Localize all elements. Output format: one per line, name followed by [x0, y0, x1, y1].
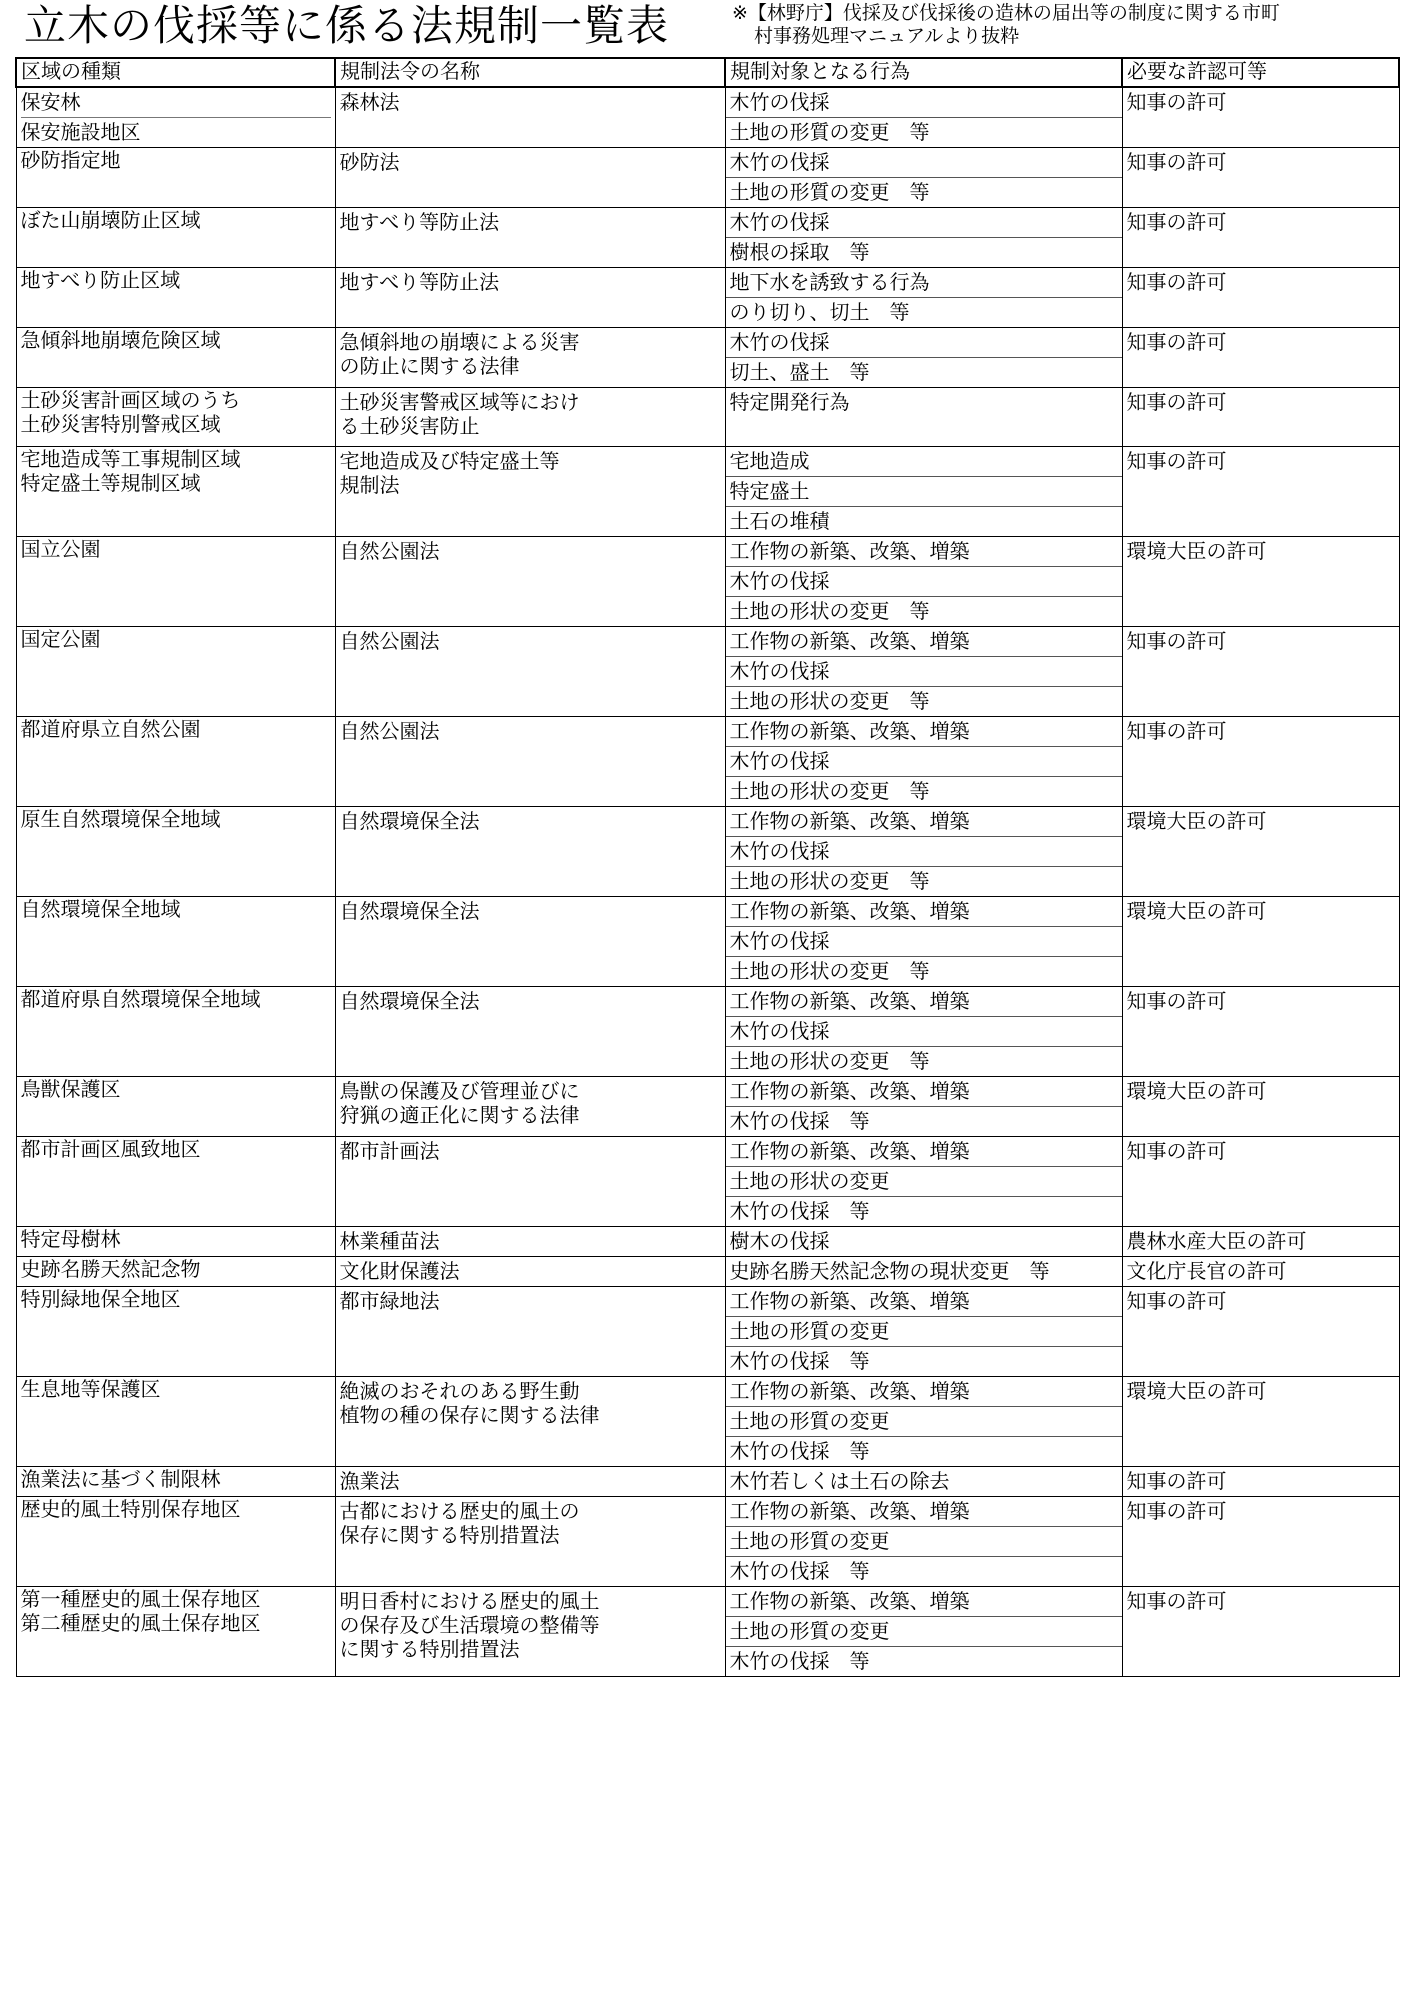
- area-name: 原生自然環境保全地域: [20, 807, 221, 831]
- regulated-act: 地下水を誘致する行為: [726, 268, 1122, 298]
- permit-cell: 知事の許可: [1122, 987, 1399, 1077]
- regulated-act: 木竹の伐採 等: [729, 1649, 870, 1673]
- area-name: 漁業法に基づく制限林: [20, 1467, 221, 1491]
- area-cell: [16, 1467, 335, 1497]
- law-name: 自然環境保全法: [339, 989, 480, 1013]
- law-name: 地すべり等防止法: [339, 270, 500, 294]
- acts-cell: [725, 987, 1122, 1077]
- law-name: 都市緑地法: [339, 1289, 440, 1313]
- acts-cell: [725, 268, 1122, 328]
- source-note-line2: 村事務処理マニュアルより抜粋: [754, 25, 1020, 47]
- area-name: 急傾斜地崩壊危険区域: [20, 328, 221, 352]
- area-name: 第一種歴史的風土保存地区: [20, 1587, 261, 1611]
- table-row: [16, 1377, 1399, 1467]
- regulated-act: 土地の形状の変更 等: [729, 1049, 930, 1073]
- table-row: [16, 87, 1399, 148]
- area-name: 保安施設地区: [20, 120, 141, 144]
- acts-cell: [725, 537, 1122, 627]
- area-name: 特別緑地保全地区: [20, 1287, 181, 1311]
- regulated-act: 土地の形状の変更 等: [729, 869, 930, 893]
- acts-cell: [725, 388, 1122, 447]
- area-cell: [16, 1587, 335, 1677]
- area-cell: [16, 1077, 335, 1137]
- table-row: [16, 1137, 1399, 1227]
- regulated-act: 土地の形質の変更: [726, 1527, 1122, 1557]
- regulated-act: 宅地造成: [726, 447, 1122, 477]
- law-name: 保存に関する特別措置法: [339, 1523, 560, 1547]
- area-cell: [16, 1227, 335, 1257]
- table-row: [16, 1467, 1399, 1497]
- acts-cell: [725, 627, 1122, 717]
- area-cell: [16, 87, 335, 148]
- area-cell: [16, 447, 335, 537]
- area-name: 第二種歴史的風土保存地区: [20, 1611, 261, 1635]
- table-row: [16, 1077, 1399, 1137]
- area-cell: [16, 1257, 335, 1287]
- regulated-act: 工作物の新築、改築、増築: [726, 897, 1122, 927]
- regulated-act: 木竹の伐採 等: [729, 1439, 870, 1463]
- table-row: [16, 148, 1399, 208]
- table-header-row: [16, 58, 1399, 87]
- acts-cell: [725, 447, 1122, 537]
- regulated-act: 樹木の伐採: [729, 1229, 830, 1253]
- area-name: 生息地等保護区: [20, 1377, 161, 1401]
- acts-cell: [725, 1137, 1122, 1227]
- area-cell: [16, 388, 335, 447]
- law-name: 宅地造成及び特定盛土等: [339, 449, 560, 473]
- acts-cell: [725, 1467, 1122, 1497]
- source-note-line1: ※【林野庁】伐採及び伐採後の造林の届出等の制度に関する市町: [732, 2, 1280, 24]
- area-name: 都道府県立自然公園: [20, 717, 201, 741]
- law-name: 林業種苗法: [339, 1229, 440, 1253]
- area-cell: [16, 328, 335, 388]
- permit-cell: 知事の許可: [1122, 1497, 1399, 1587]
- regulated-act: 工作物の新築、改築、増築: [726, 717, 1122, 747]
- permit-cell: 環境大臣の許可: [1122, 807, 1399, 897]
- law-name: る土砂災害防止: [339, 414, 480, 438]
- regulated-act: 土地の形質の変更: [726, 1407, 1122, 1437]
- permit-cell: 環境大臣の許可: [1122, 897, 1399, 987]
- law-cell: [335, 1287, 725, 1377]
- table-row: [16, 717, 1399, 807]
- regulated-act: 土地の形状の変更 等: [729, 599, 930, 623]
- law-name: 地すべり等防止法: [339, 210, 500, 234]
- regulated-act: 木竹の伐採: [726, 837, 1122, 867]
- permit-cell: 知事の許可: [1122, 208, 1399, 268]
- acts-cell: [725, 1377, 1122, 1467]
- law-name: 土砂災害警戒区域等におけ: [339, 390, 580, 414]
- law-name: 漁業法: [339, 1469, 400, 1493]
- regulation-table: [15, 57, 1400, 1677]
- regulated-act: 土地の形質の変更 等: [729, 120, 930, 144]
- regulated-act: 木竹の伐採: [726, 927, 1122, 957]
- permit-cell: 知事の許可: [1122, 328, 1399, 388]
- regulated-act: 工作物の新築、改築、増築: [726, 537, 1122, 567]
- law-name: 植物の種の保存に関する法律: [339, 1403, 600, 1427]
- law-name: 古都における歴史的風土の: [339, 1499, 580, 1523]
- area-name: 都道府県自然環境保全地域: [20, 987, 261, 1011]
- area-name: 保安林: [21, 88, 331, 118]
- acts-cell: [725, 1227, 1122, 1257]
- area-name: 鳥獣保護区: [20, 1077, 121, 1101]
- permit-cell: 知事の許可: [1122, 717, 1399, 807]
- regulated-act: 特定盛土: [726, 477, 1122, 507]
- table-row: [16, 897, 1399, 987]
- area-cell: [16, 268, 335, 328]
- law-name: 絶滅のおそれのある野生動: [339, 1379, 580, 1403]
- area-name: 砂防指定地: [20, 148, 121, 172]
- permit-cell: 知事の許可: [1122, 627, 1399, 717]
- law-cell: [335, 1377, 725, 1467]
- acts-cell: [725, 87, 1122, 148]
- law-cell: [335, 328, 725, 388]
- table-row: [16, 1287, 1399, 1377]
- law-cell: [335, 1077, 725, 1137]
- acts-cell: [725, 1287, 1122, 1377]
- table-row: [16, 1587, 1399, 1677]
- area-cell: [16, 717, 335, 807]
- acts-cell: [725, 1497, 1122, 1587]
- area-cell: [16, 1497, 335, 1587]
- law-name: 自然環境保全法: [339, 809, 480, 833]
- regulated-act: 木竹の伐採: [726, 328, 1122, 358]
- acts-cell: [725, 897, 1122, 987]
- law-name: の保存及び生活環境の整備等: [339, 1613, 600, 1637]
- regulated-act: 土地の形質の変更: [726, 1617, 1122, 1647]
- law-name: 自然公園法: [339, 629, 440, 653]
- table-row: [16, 1257, 1399, 1287]
- permit-cell: 環境大臣の許可: [1122, 1377, 1399, 1467]
- area-name: 国定公園: [20, 627, 101, 651]
- law-name: 急傾斜地の崩壊による災害: [339, 330, 580, 354]
- acts-cell: [725, 1257, 1122, 1287]
- regulated-act: 木竹の伐採: [726, 657, 1122, 687]
- law-name: 自然公園法: [339, 719, 440, 743]
- area-name: 自然環境保全地域: [20, 897, 181, 921]
- area-cell: [16, 537, 335, 627]
- area-cell: [16, 807, 335, 897]
- permit-cell: 環境大臣の許可: [1122, 537, 1399, 627]
- area-cell: [16, 1287, 335, 1377]
- law-cell: [335, 897, 725, 987]
- law-cell: [335, 268, 725, 328]
- law-cell: [335, 87, 725, 148]
- acts-cell: [725, 208, 1122, 268]
- law-cell: [335, 1227, 725, 1257]
- law-cell: [335, 1497, 725, 1587]
- law-name: の防止に関する法律: [339, 354, 520, 378]
- acts-cell: [725, 1077, 1122, 1137]
- area-name: 特定盛土等規制区域: [20, 471, 201, 495]
- regulated-act: 土地の形質の変更 等: [729, 180, 930, 204]
- regulated-act: 工作物の新築、改築、増築: [726, 627, 1122, 657]
- area-name: 宅地造成等工事規制区域: [20, 447, 241, 471]
- regulated-act: 土地の形状の変更: [726, 1167, 1122, 1197]
- regulated-act: 土地の形状の変更 等: [729, 779, 930, 803]
- header-acts: 規制対象となる行為: [725, 58, 1122, 87]
- table-body: [16, 87, 1399, 1677]
- regulated-act: 土地の形状の変更 等: [729, 689, 930, 713]
- regulated-act: 工作物の新築、改築、増築: [726, 987, 1122, 1017]
- regulated-act: 木竹の伐採: [726, 148, 1122, 178]
- law-name: 明日香村における歴史的風土: [339, 1589, 600, 1613]
- permit-cell: 知事の許可: [1122, 268, 1399, 328]
- law-name: 狩猟の適正化に関する法律: [339, 1103, 580, 1127]
- regulated-act: 木竹の伐採: [726, 208, 1122, 238]
- area-name: 史跡名勝天然記念物: [20, 1257, 201, 1281]
- law-cell: [335, 1467, 725, 1497]
- table-row: [16, 1497, 1399, 1587]
- law-name: 自然環境保全法: [339, 899, 480, 923]
- law-name: 鳥獣の保護及び管理並びに: [339, 1079, 580, 1103]
- area-cell: [16, 987, 335, 1077]
- permit-cell: 知事の許可: [1122, 1137, 1399, 1227]
- area-cell: [16, 1377, 335, 1467]
- permit-cell: 知事の許可: [1122, 87, 1399, 148]
- regulated-act: 史跡名勝天然記念物の現状変更 等: [729, 1259, 1050, 1283]
- law-cell: [335, 1257, 725, 1287]
- law-cell: [335, 447, 725, 537]
- regulated-act: 工作物の新築、改築、増築: [726, 1077, 1122, 1107]
- table-row: [16, 447, 1399, 537]
- regulated-act: 土地の形状の変更 等: [729, 959, 930, 983]
- law-cell: [335, 537, 725, 627]
- regulated-act: 木竹の伐採: [726, 567, 1122, 597]
- regulated-act: 木竹の伐採: [726, 88, 1122, 118]
- acts-cell: [725, 1587, 1122, 1677]
- law-name: 規制法: [339, 473, 400, 497]
- law-name: 都市計画法: [339, 1139, 440, 1163]
- regulated-act: 木竹の伐採 等: [729, 1199, 870, 1223]
- permit-cell: 知事の許可: [1122, 1587, 1399, 1677]
- regulated-act: 工作物の新築、改築、増築: [726, 1587, 1122, 1617]
- regulated-act: 工作物の新築、改築、増築: [726, 807, 1122, 837]
- source-note: [732, 2, 1280, 48]
- regulated-act: 木竹の伐採: [726, 747, 1122, 777]
- law-name: に関する特別措置法: [339, 1637, 520, 1661]
- law-name: 森林法: [339, 90, 400, 114]
- permit-cell: 知事の許可: [1122, 388, 1399, 447]
- regulated-act: 工作物の新築、改築、増築: [726, 1497, 1122, 1527]
- area-name: ぼた山崩壊防止区域: [20, 208, 201, 232]
- header-law: 規制法令の名称: [335, 58, 725, 87]
- area-cell: [16, 1137, 335, 1227]
- regulated-act: 木竹の伐採: [726, 1017, 1122, 1047]
- regulated-act: 工作物の新築、改築、増築: [726, 1287, 1122, 1317]
- permit-cell: 知事の許可: [1122, 148, 1399, 208]
- law-name: 文化財保護法: [339, 1259, 460, 1283]
- area-cell: [16, 148, 335, 208]
- area-name: 国立公園: [20, 537, 101, 561]
- law-name: 自然公園法: [339, 539, 440, 563]
- table-row: [16, 328, 1399, 388]
- area-name: 歴史的風土特別保存地区: [20, 1497, 241, 1521]
- area-cell: [16, 897, 335, 987]
- table-row: [16, 268, 1399, 328]
- area-name: 土砂災害特別警戒区域: [20, 412, 221, 436]
- regulated-act: 特定開発行為: [729, 390, 850, 414]
- regulated-act: 工作物の新築、改築、増築: [726, 1137, 1122, 1167]
- header-area: 区域の種類: [16, 58, 335, 87]
- header-permit: 必要な許認可等: [1122, 58, 1399, 87]
- permit-cell: 農林水産大臣の許可: [1122, 1227, 1399, 1257]
- permit-cell: 文化庁長官の許可: [1122, 1257, 1399, 1287]
- area-name: 都市計画区風致地区: [20, 1137, 201, 1161]
- law-cell: [335, 987, 725, 1077]
- page-title: 立木の伐採等に係る法規制一覧表: [24, 1, 670, 50]
- law-cell: [335, 1587, 725, 1677]
- permit-cell: 知事の許可: [1122, 1287, 1399, 1377]
- regulated-act: 樹根の採取 等: [729, 240, 870, 264]
- regulated-act: 工作物の新築、改築、増築: [726, 1377, 1122, 1407]
- law-cell: [335, 208, 725, 268]
- table-row: [16, 1227, 1399, 1257]
- law-cell: [335, 1137, 725, 1227]
- permit-cell: 知事の許可: [1122, 1467, 1399, 1497]
- regulated-act: 土地の形質の変更: [726, 1317, 1122, 1347]
- table-row: [16, 208, 1399, 268]
- regulated-act: 木竹の伐採 等: [729, 1349, 870, 1373]
- table-row: [16, 537, 1399, 627]
- law-cell: [335, 627, 725, 717]
- table-row: [16, 388, 1399, 447]
- area-name: 土砂災害計画区域のうち: [20, 388, 241, 412]
- law-cell: [335, 148, 725, 208]
- area-name: 地すべり防止区域: [20, 268, 181, 292]
- law-cell: [335, 717, 725, 807]
- regulated-act: 木竹若しくは土石の除去: [729, 1469, 950, 1493]
- area-cell: [16, 627, 335, 717]
- law-cell: [335, 388, 725, 447]
- regulated-act: 切土、盛土 等: [729, 360, 870, 384]
- permit-cell: 知事の許可: [1122, 447, 1399, 537]
- law-name: 砂防法: [339, 150, 400, 174]
- regulated-act: 木竹の伐採 等: [729, 1559, 870, 1583]
- regulated-act: 土石の堆積: [729, 509, 830, 533]
- area-name: 特定母樹林: [20, 1227, 121, 1251]
- acts-cell: [725, 717, 1122, 807]
- acts-cell: [725, 328, 1122, 388]
- area-cell: [16, 208, 335, 268]
- table-row: [16, 807, 1399, 897]
- regulated-act: 木竹の伐採 等: [729, 1109, 870, 1133]
- regulated-act: のり切り、切土 等: [729, 300, 910, 324]
- law-cell: [335, 807, 725, 897]
- acts-cell: [725, 807, 1122, 897]
- acts-cell: [725, 148, 1122, 208]
- table-row: [16, 987, 1399, 1077]
- table-row: [16, 627, 1399, 717]
- permit-cell: 環境大臣の許可: [1122, 1077, 1399, 1137]
